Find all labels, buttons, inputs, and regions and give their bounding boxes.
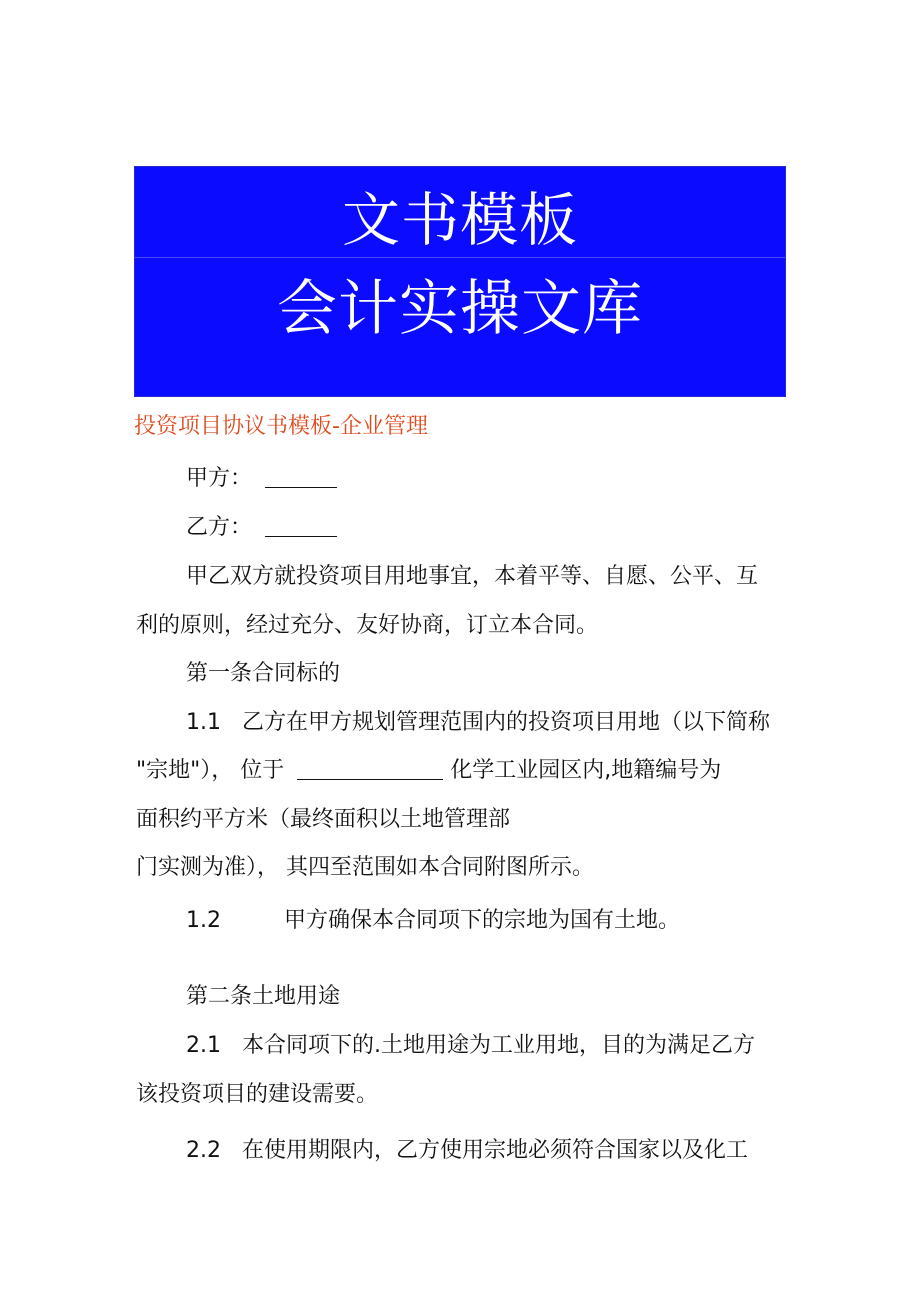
party-a-label: 甲方： bbox=[186, 466, 253, 491]
clause-2-1-line-1 bbox=[186, 1033, 755, 1059]
clause-1-1-text-b-post: 化学工业园区内,地籍编号为 bbox=[450, 758, 722, 783]
party-b-label: 乙方： bbox=[186, 515, 253, 540]
clause-1-1-line-4: 门实测为准）， 其四至范围如本合同附图所示。 bbox=[136, 855, 594, 880]
banner-title-line1: 文书模板 bbox=[341, 186, 578, 254]
document-subtitle: 投资项目协议书模板-企业管理 bbox=[134, 414, 428, 439]
party-a-line bbox=[186, 466, 337, 492]
clause-2-1-line-2: 该投资项目的建设需要。 bbox=[136, 1082, 379, 1107]
party-a-blank bbox=[265, 487, 337, 488]
clause-1-1-text-b-pre: "宗地"）， 位于 bbox=[136, 758, 285, 783]
clause-1-2-text: 甲方确保本合同项下的宗地为国有土地。 bbox=[284, 908, 681, 933]
clause-1-2-line bbox=[186, 908, 680, 934]
clause-2-1-text-a: 本合同项下的.土地用途为工业用地，目的为满足乙方 bbox=[242, 1033, 755, 1058]
clause-1-2-number: 1.2 bbox=[186, 908, 221, 933]
banner-divider bbox=[135, 257, 785, 258]
clause-1-1-line-2 bbox=[136, 758, 721, 784]
clause-2-2-line-1 bbox=[186, 1138, 748, 1164]
article-2-title: 第二条土地用途 bbox=[186, 984, 341, 1009]
location-blank bbox=[297, 779, 443, 780]
clause-1-1-line-3: 面积约平方米（最终面积以土地管理部 bbox=[136, 807, 511, 832]
intro-line-2: 利的原则，经过充分、友好协商，订立本合同。 bbox=[136, 613, 599, 638]
header-banner bbox=[134, 166, 786, 397]
article-1-title: 第一条合同标的 bbox=[186, 661, 341, 686]
intro-line-1: 甲乙双方就投资项目用地事宜，本着平等、自愿、公平、互 bbox=[186, 564, 759, 589]
clause-2-2-text-a: 在使用期限内，乙方使用宗地必须符合国家以及化工 bbox=[242, 1138, 749, 1163]
clause-1-1-text-a: 乙方在甲方规划管理范围内的投资项目用地（以下简称 bbox=[242, 710, 771, 735]
clause-1-1-line-1 bbox=[186, 710, 770, 736]
party-b-line bbox=[186, 515, 337, 541]
party-b-blank bbox=[265, 536, 337, 537]
clause-2-2-number: 2.2 bbox=[186, 1138, 221, 1163]
banner-title-line2: 会计实操文库 bbox=[277, 274, 643, 344]
clause-2-1-number: 2.1 bbox=[186, 1033, 221, 1058]
clause-1-1-number: 1.1 bbox=[186, 710, 221, 735]
